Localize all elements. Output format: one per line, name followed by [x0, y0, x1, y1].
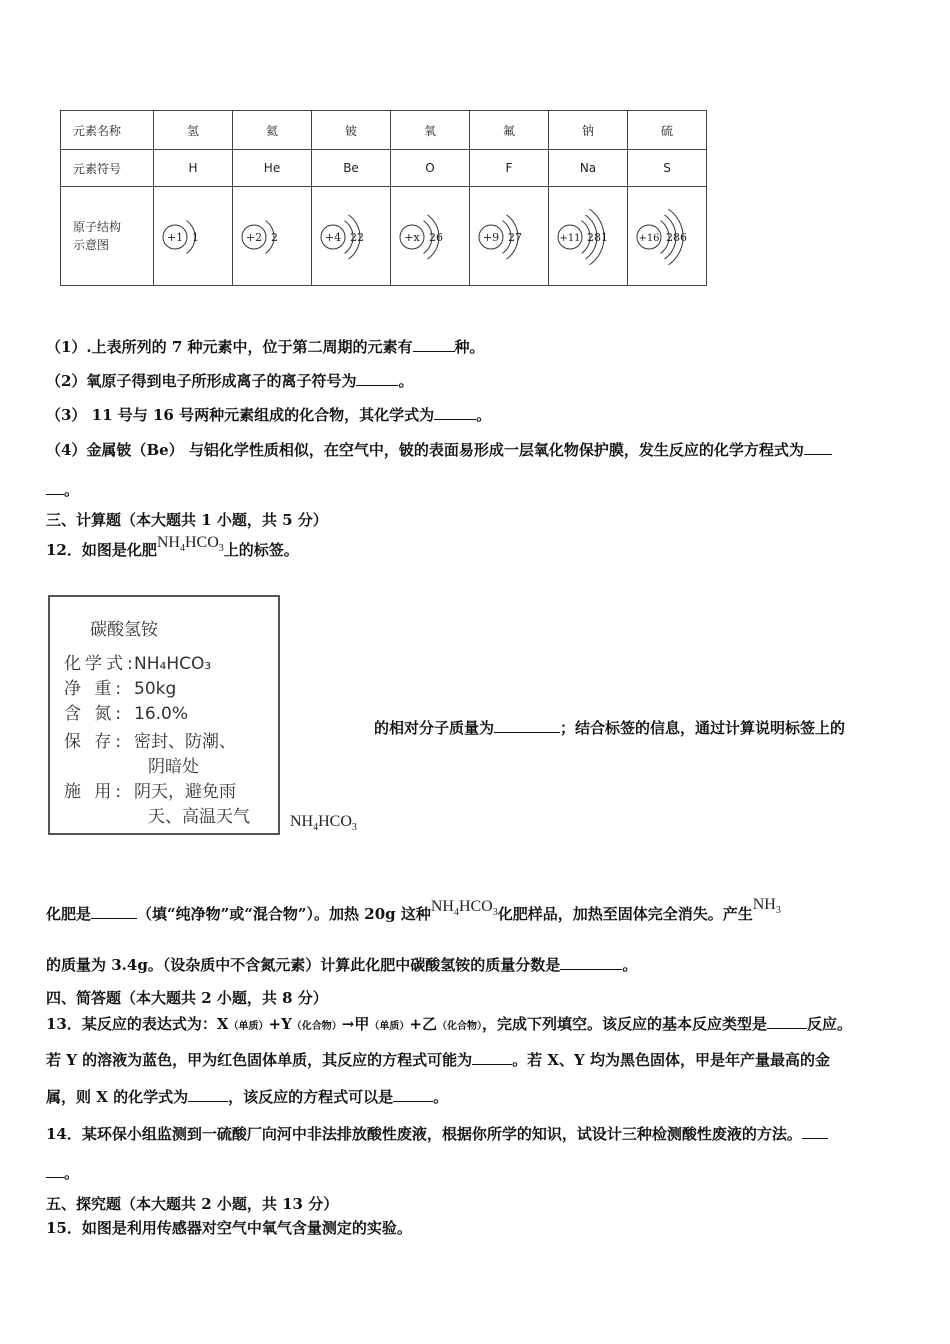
shell-electron-count: 2	[271, 231, 278, 244]
element-symbol: O	[391, 150, 470, 187]
atom-diagram-f	[471, 201, 547, 271]
label-use-row: 施 用: 阴天，避免雨	[64, 782, 236, 802]
nucleus-charge: +4	[324, 231, 342, 244]
element-table	[60, 110, 707, 286]
formula-nh3: $NH_3$	[752, 896, 781, 917]
q13-line2: 若 Y 的溶液为蓝色，甲为红色固体单质，其反应的方程式可能为 。若 X、Y 均为黑色固体，甲是年产量最高的金	[46, 1051, 830, 1069]
element-symbol: H	[154, 150, 233, 187]
element-name: 钠	[549, 111, 628, 150]
shell-electron-count: 2	[508, 231, 515, 244]
element-name: 铍	[312, 111, 391, 150]
row-header-diagram-text: 原子结构 示意图	[73, 220, 122, 252]
label-storage-row: 保 存: 密封、防潮、	[64, 732, 236, 752]
label-title: 碳酸氢铵	[90, 620, 158, 640]
label-use-row-2: 天、高温天气	[148, 807, 250, 827]
atom-diagram-h	[155, 201, 231, 271]
q11-part3: （3） 11 号与 16 号两种元素组成的化合物，其化学式为 。	[46, 406, 492, 424]
element-symbol: Na	[549, 150, 628, 187]
atom-diagram-na	[550, 201, 626, 271]
shell-electron-count: 2	[587, 231, 594, 244]
q11-part4: （4）金属铍（Be） 与铝化学性质相似，在空气中，铍的表面易形成一层氧化物保护膜，发生反应的化学方程式为	[46, 440, 832, 460]
section-4-heading: 四、简答题（本大题共 2 小题，共 8 分）	[46, 989, 328, 1007]
element-symbol: S	[628, 150, 707, 187]
shell-electron-count: 1	[601, 231, 608, 244]
formula-nh4hco3-below-label: $NH_4HCO_3$	[290, 813, 357, 834]
shell-electron-count: 6	[436, 231, 443, 244]
q12-intro: 12．如图是化肥$NH_4HCO_3$上的标签。	[46, 534, 299, 559]
nucleus-charge: +x	[404, 231, 420, 244]
atom-diagram-be	[313, 201, 389, 271]
nucleus-charge: +1	[166, 231, 184, 244]
q12-line2: 化肥是 （填“纯净物”或“混合物”）。加热 20g 这种$NH_4HCO_3$化肥样品，加热至固体完全消失。产生$NH_3$	[46, 896, 781, 923]
element-name: 氦	[233, 111, 312, 150]
element-name: 氧	[391, 111, 470, 150]
atom-diagram-s	[629, 201, 705, 271]
shell-electron-count: 2	[666, 231, 673, 244]
element-symbol: He	[233, 150, 312, 187]
label-nitrogen-row: 含 氮: 16.0%	[64, 704, 189, 724]
q14-line1: 14．某环保小组监测到一硫酸厂向河中非法排放酸性废液，根据你所学的知识，试设计三种检测酸性废液的方法。	[46, 1124, 828, 1144]
label-storage-row-2: 阴暗处	[148, 757, 199, 777]
label-formula-row: 化学式:NH₄HCO₃	[64, 654, 212, 674]
section-5-heading: 五、探究题（本大题共 2 小题，共 13 分）	[46, 1195, 339, 1213]
element-name: 氢	[154, 111, 233, 150]
formula-nh4hco3-inline: $NH_4HCO_3$	[430, 898, 498, 919]
row-header-symbol: 元素符号	[61, 150, 154, 187]
shell-electron-count: 2	[429, 231, 436, 244]
nucleus-charge: +9	[482, 231, 500, 244]
q14-line2: 。	[46, 1163, 79, 1183]
q13-line3: 属，则 X 的化学式为 ，该反应的方程式可以是 。	[46, 1088, 449, 1106]
section-3-heading: 三、计算题（本大题共 1 小题，共 5 分）	[46, 511, 328, 529]
q13-line1: 13．某反应的表达式为：X（单质）+Y（化合物）→甲（单质）+乙（化合物），完成下列填空。该反应的基本反应类型是 反应。	[46, 1015, 852, 1033]
fertilizer-label	[48, 595, 280, 835]
row-header-diagram	[61, 187, 154, 286]
nucleus-charge: +2	[245, 231, 263, 244]
atom-diagram-he	[234, 201, 310, 271]
element-name: 硫	[628, 111, 707, 150]
shell-electron-count: 2	[357, 231, 364, 244]
atom-diagram-o	[392, 201, 468, 271]
row-header-name: 元素名称	[61, 111, 154, 150]
element-symbol: F	[470, 150, 549, 187]
element-name: 氟	[470, 111, 549, 150]
q12-line3: 的质量为 3.4g。（设杂质中不含氮元素）计算此化肥中碳酸氢铵的质量分数是 。	[46, 956, 638, 974]
nucleus-charge: +16	[638, 233, 660, 244]
shell-electron-count: 2	[350, 231, 357, 244]
shell-electron-count: 8	[673, 231, 680, 244]
q12-side-text: 的相对分子质量为 ；结合标签的信息，通过计算说明标签上的	[374, 719, 846, 737]
q11-part4-cont: 。	[46, 480, 79, 500]
q11-part2: （2）氧原子得到电子所形成离子的离子符号为 。	[46, 372, 414, 390]
shell-electron-count: 7	[515, 231, 522, 244]
shell-electron-count: 6	[680, 231, 687, 244]
label-weight-row: 净 重: 50kg	[64, 679, 177, 699]
shell-electron-count: 8	[594, 231, 601, 244]
element-symbol: Be	[312, 150, 391, 187]
q15-text: 15．如图是利用传感器对空气中氧气含量测定的实验。	[46, 1219, 412, 1237]
shell-electron-count: 1	[192, 231, 199, 244]
q11-part1: （1）.上表所列的 7 种元素中，位于第二周期的元素有 种。	[46, 338, 485, 356]
formula-nh4hco3: $NH_4HCO_3$	[156, 534, 224, 555]
nucleus-charge: +11	[559, 233, 581, 244]
